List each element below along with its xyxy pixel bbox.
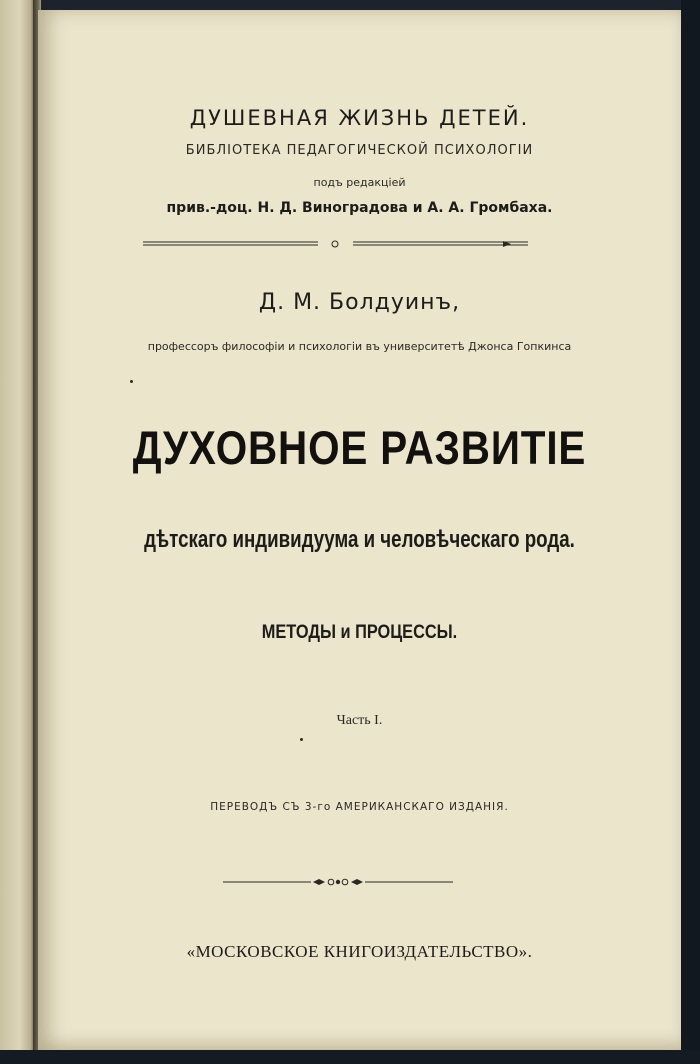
author-affiliation: профессоръ философіи и психологіи въ университетѣ Джонса Гопкинса [147, 340, 572, 353]
title-page [38, 10, 681, 1050]
main-title: ДУХОВНОЕ РАЗВИТІЕ [132, 421, 587, 474]
translation-note: ПЕРЕВОДЪ СЪ 3-го АМЕРИКАНСКАГО ИЗДАНІЯ. [210, 801, 509, 813]
ornament-divider-top [143, 239, 528, 249]
library-line: БИБЛІОТЕКА ПЕДАГОГИЧЕСКОЙ ПСИХОЛОГІИ [185, 143, 534, 158]
cover-edge [681, 0, 700, 1064]
publisher-line: «МОСКОВСКОЕ КНИГОИЗДАТЕЛЬСТВО». [186, 942, 533, 961]
edited-by-line: подъ редакціей [313, 176, 406, 189]
part-number: Часть I. [336, 713, 383, 728]
editors-line: прив.-доц. Н. Д. Виноградова и А. А. Громбаха. [166, 200, 553, 216]
ornament-divider-bottom [223, 876, 453, 888]
methods-line: МЕТОДЫ и ПРОЦЕССЫ. [261, 622, 458, 643]
author-name: Д. М. Болдуинъ, [258, 290, 461, 315]
cover-bottom-edge [0, 1050, 700, 1064]
subtitle: дѣтскаго индивидуума и человѣческаго рода. [144, 526, 575, 553]
ink-speck [300, 738, 303, 741]
ink-speck [130, 380, 133, 383]
facing-page-edge [0, 0, 36, 1064]
series-title: ДУШЕВНАЯ ЖИЗНЬ ДЕТЕЙ. [189, 106, 530, 130]
